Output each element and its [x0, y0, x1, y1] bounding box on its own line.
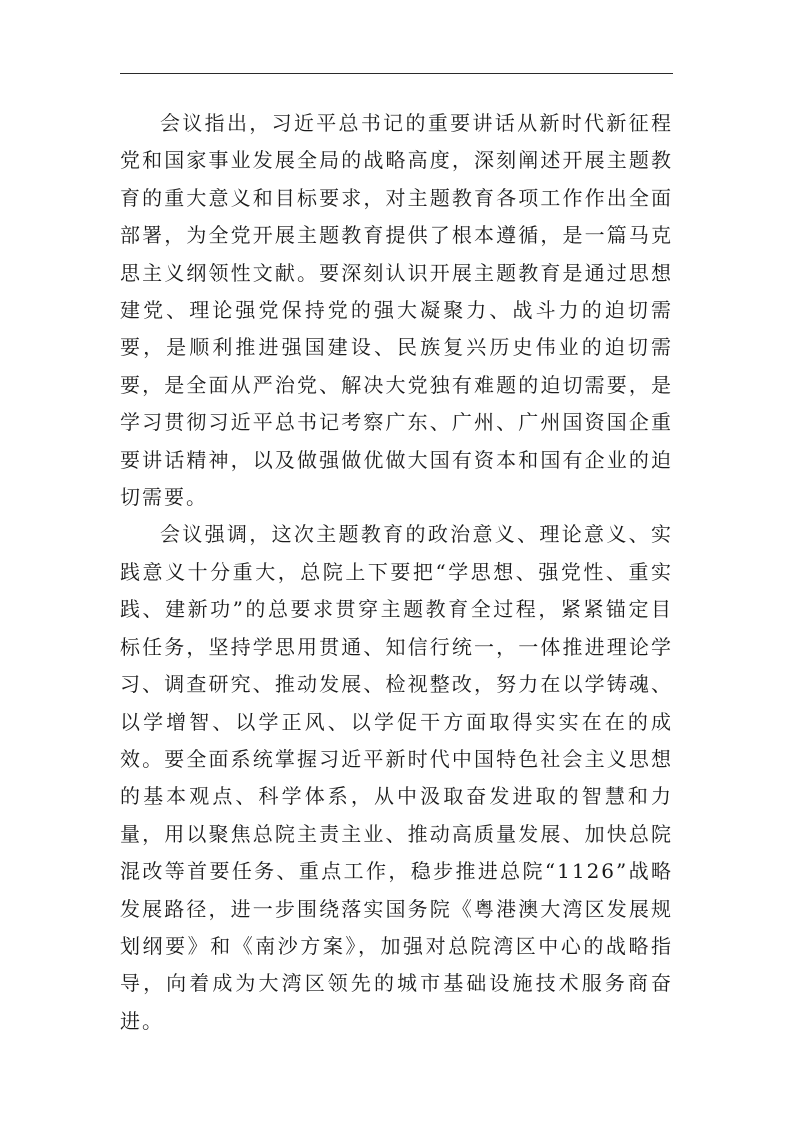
paragraph-2: 会议强调，这次主题教育的政治意义、理论意义、实践意义十分重大，总院上下要把“学思想、强党性、重实践、建新功”的总要求贯穿主题教育全过程，紧紧锚定目标任务，坚持学思用贯通、知信行统一，一体推进理论学习、调查研究、推动发展、检视整改，努力在以学铸魂、以学增智、以学正风、以学促干方面取得实实在在的成效。要全面系统掌握习近平新时代中国特色社会主义思想的基本观点、科学体系，从中汲取奋发进取的智慧和力量，用以聚焦总院主责主业、推动高质量发展、加快总院混改等首要任务、重点工作，稳步推进总院“1126”战略发展路径，进一步围绕落实国务院《粤港澳大湾区发展规划纲要》和《南沙方案》，加强对总院湾区中心的战略指导，向着成为大湾区领先的城市基础设施技术服务商奋进。 — [120, 522, 673, 1033]
header-rule — [120, 73, 673, 74]
paragraph-1: 会议指出，习近平总书记的重要讲话从新时代新征程党和国家事业发展全局的战略高度，深刻阐述开展主题教育的重大意义和目标要求，对主题教育各项工作作出全面部署，为全党开展主题教育提供了根本遵循，是一篇马克思主义纲领性文献。要深刻认识开展主题教育是通过思想建党、理论强党保持党的强大凝聚力、战斗力的迫切需要，是顺利推进强国建设、民族复兴历史伟业的迫切需要，是全面从严治党、解决大党独有难题的迫切需要，是学习贯彻习近平总书记考察广东、广州、广州国资国企重要讲话精神，以及做强做优做大国有资本和国有企业的迫切需要。 — [120, 111, 673, 510]
document-body — [120, 105, 673, 1040]
